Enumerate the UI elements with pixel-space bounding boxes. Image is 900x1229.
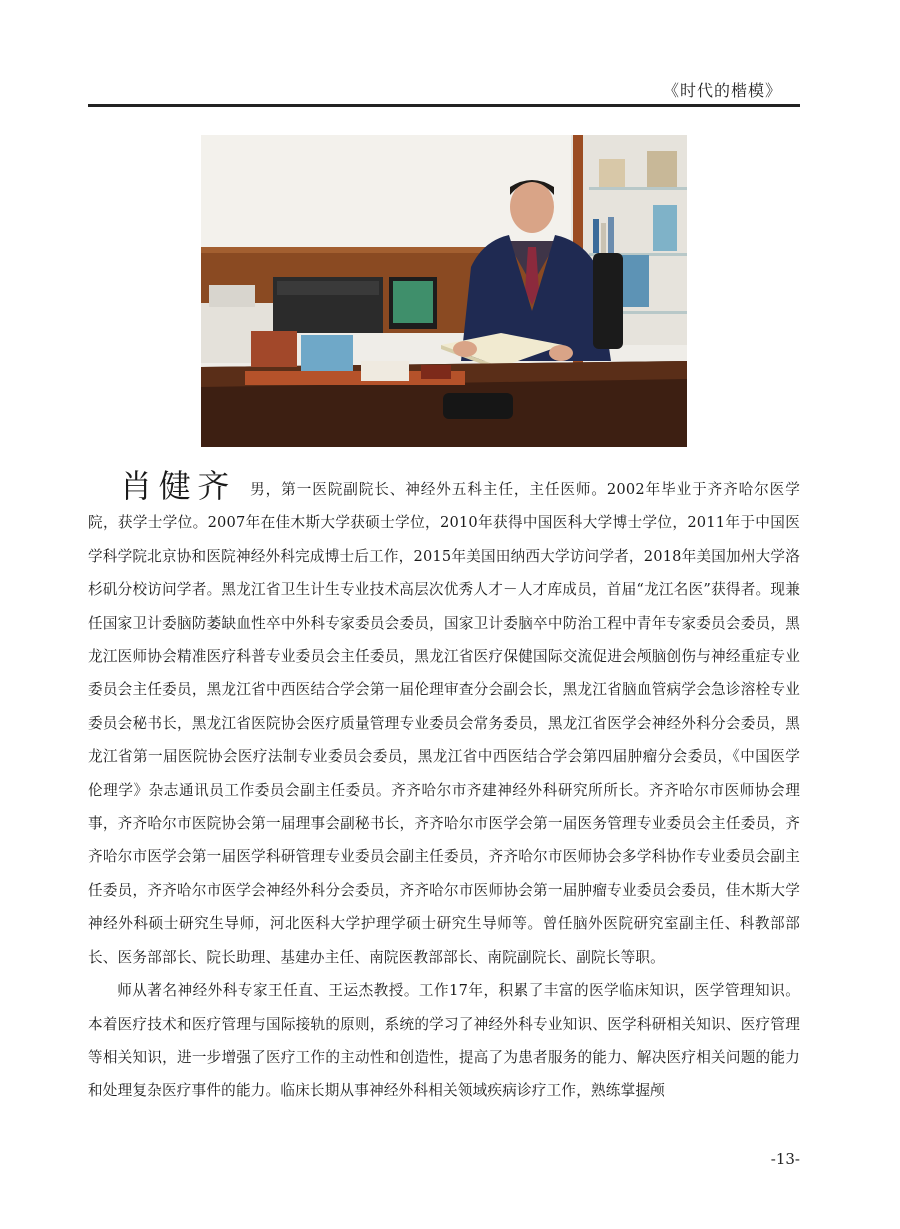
page-number: -13-	[770, 1150, 800, 1168]
paragraph-1-text: 男，第一医院副院长、神经外五科主任，主任医师。2002年毕业于齐齐哈尔医学院，获学士学位。2007年在佳木斯大学获硕士学位，2010年获得中国医科大学博士学位，2011年于中国医学科学院北京协和医院神经外科完成博士后工作，2015年美国田纳西大学访问学者，2018年美国加州大学洛杉矶分校访问学者。黑龙江省卫生计生专业技术高层次优秀人才－人才库成员，首届“龙江名医”获得者。现兼任国家卫计委脑防萎缺血性卒中外科专家委员会委员，国家卫计委脑卒中防治工程中青年专家委员会委员，黑龙江医师协会精准医疗科普专业委员会主任委员，黑龙江省医疗保健国际交流促进会颅脑创伤与神经重症专业委员会主任委员，黑龙江省中西医结合学会第一届伦理审查分会副会长，黑龙江省脑血管病学会急诊溶栓专业委员会秘书长，黑龙江省医院协会医疗质量管理专业委员会常务委员，黑龙江省医学会神经外科分会委员，黑龙江省第一届医院协会医疗法制专业委员会委员，黑龙江省中西医结合学会第四届肿瘤分会委员，《中国医学伦理学》杂志通讯员工作委员会副主任委员。齐齐哈尔市齐建神经外科研究所所长。齐齐哈尔市医师协会理事，齐齐哈尔市医院协会第一届理事会副秘书长，齐齐哈尔市医学会第一届医务管理专业委员会主任委员，齐齐哈尔市医学会第一届医学科研管理专业委员会副主任委员，齐齐哈尔市医师协会多学科协作专业委员会副主任委员，齐齐哈尔市医学会神经外科分会委员，齐齐哈尔市医师协会第一届肿瘤专业委员会委员，佳木斯大学神经外科硕士研究生导师，河北医科大学护理学硕士研究生导师等。曾任脑外医院研究室副主任、科教部部长、医务部部长、院长助理、基建办主任、南院医教部部长、南院副院长、副院长等职。	[88, 481, 801, 966]
portrait-photo	[201, 135, 687, 447]
header-rule	[88, 104, 800, 107]
person-name: 肖健齐	[120, 467, 237, 505]
biography-text	[88, 467, 801, 1108]
biography-paragraph-1	[88, 467, 801, 974]
biography-paragraph-2: 师从著名神经外科专家王任直、王运杰教授。工作17年，积累了丰富的医学临床知识，医学管理知识。本着医疗技术和医疗管理与国际接轨的原则，系统的学习了神经外科专业知识、医学科研相关知识、医疗管理等相关知识，进一步增强了医疗工作的主动性和创造性，提高了为患者服务的能力、解决医疗相关问题的能力和处理复杂医疗事件的能力。临床长期从事神经外科相关领域疾病诊疗工作，熟练掌握颅	[88, 982, 800, 1100]
running-title: 《时代的楷模》	[662, 81, 782, 100]
